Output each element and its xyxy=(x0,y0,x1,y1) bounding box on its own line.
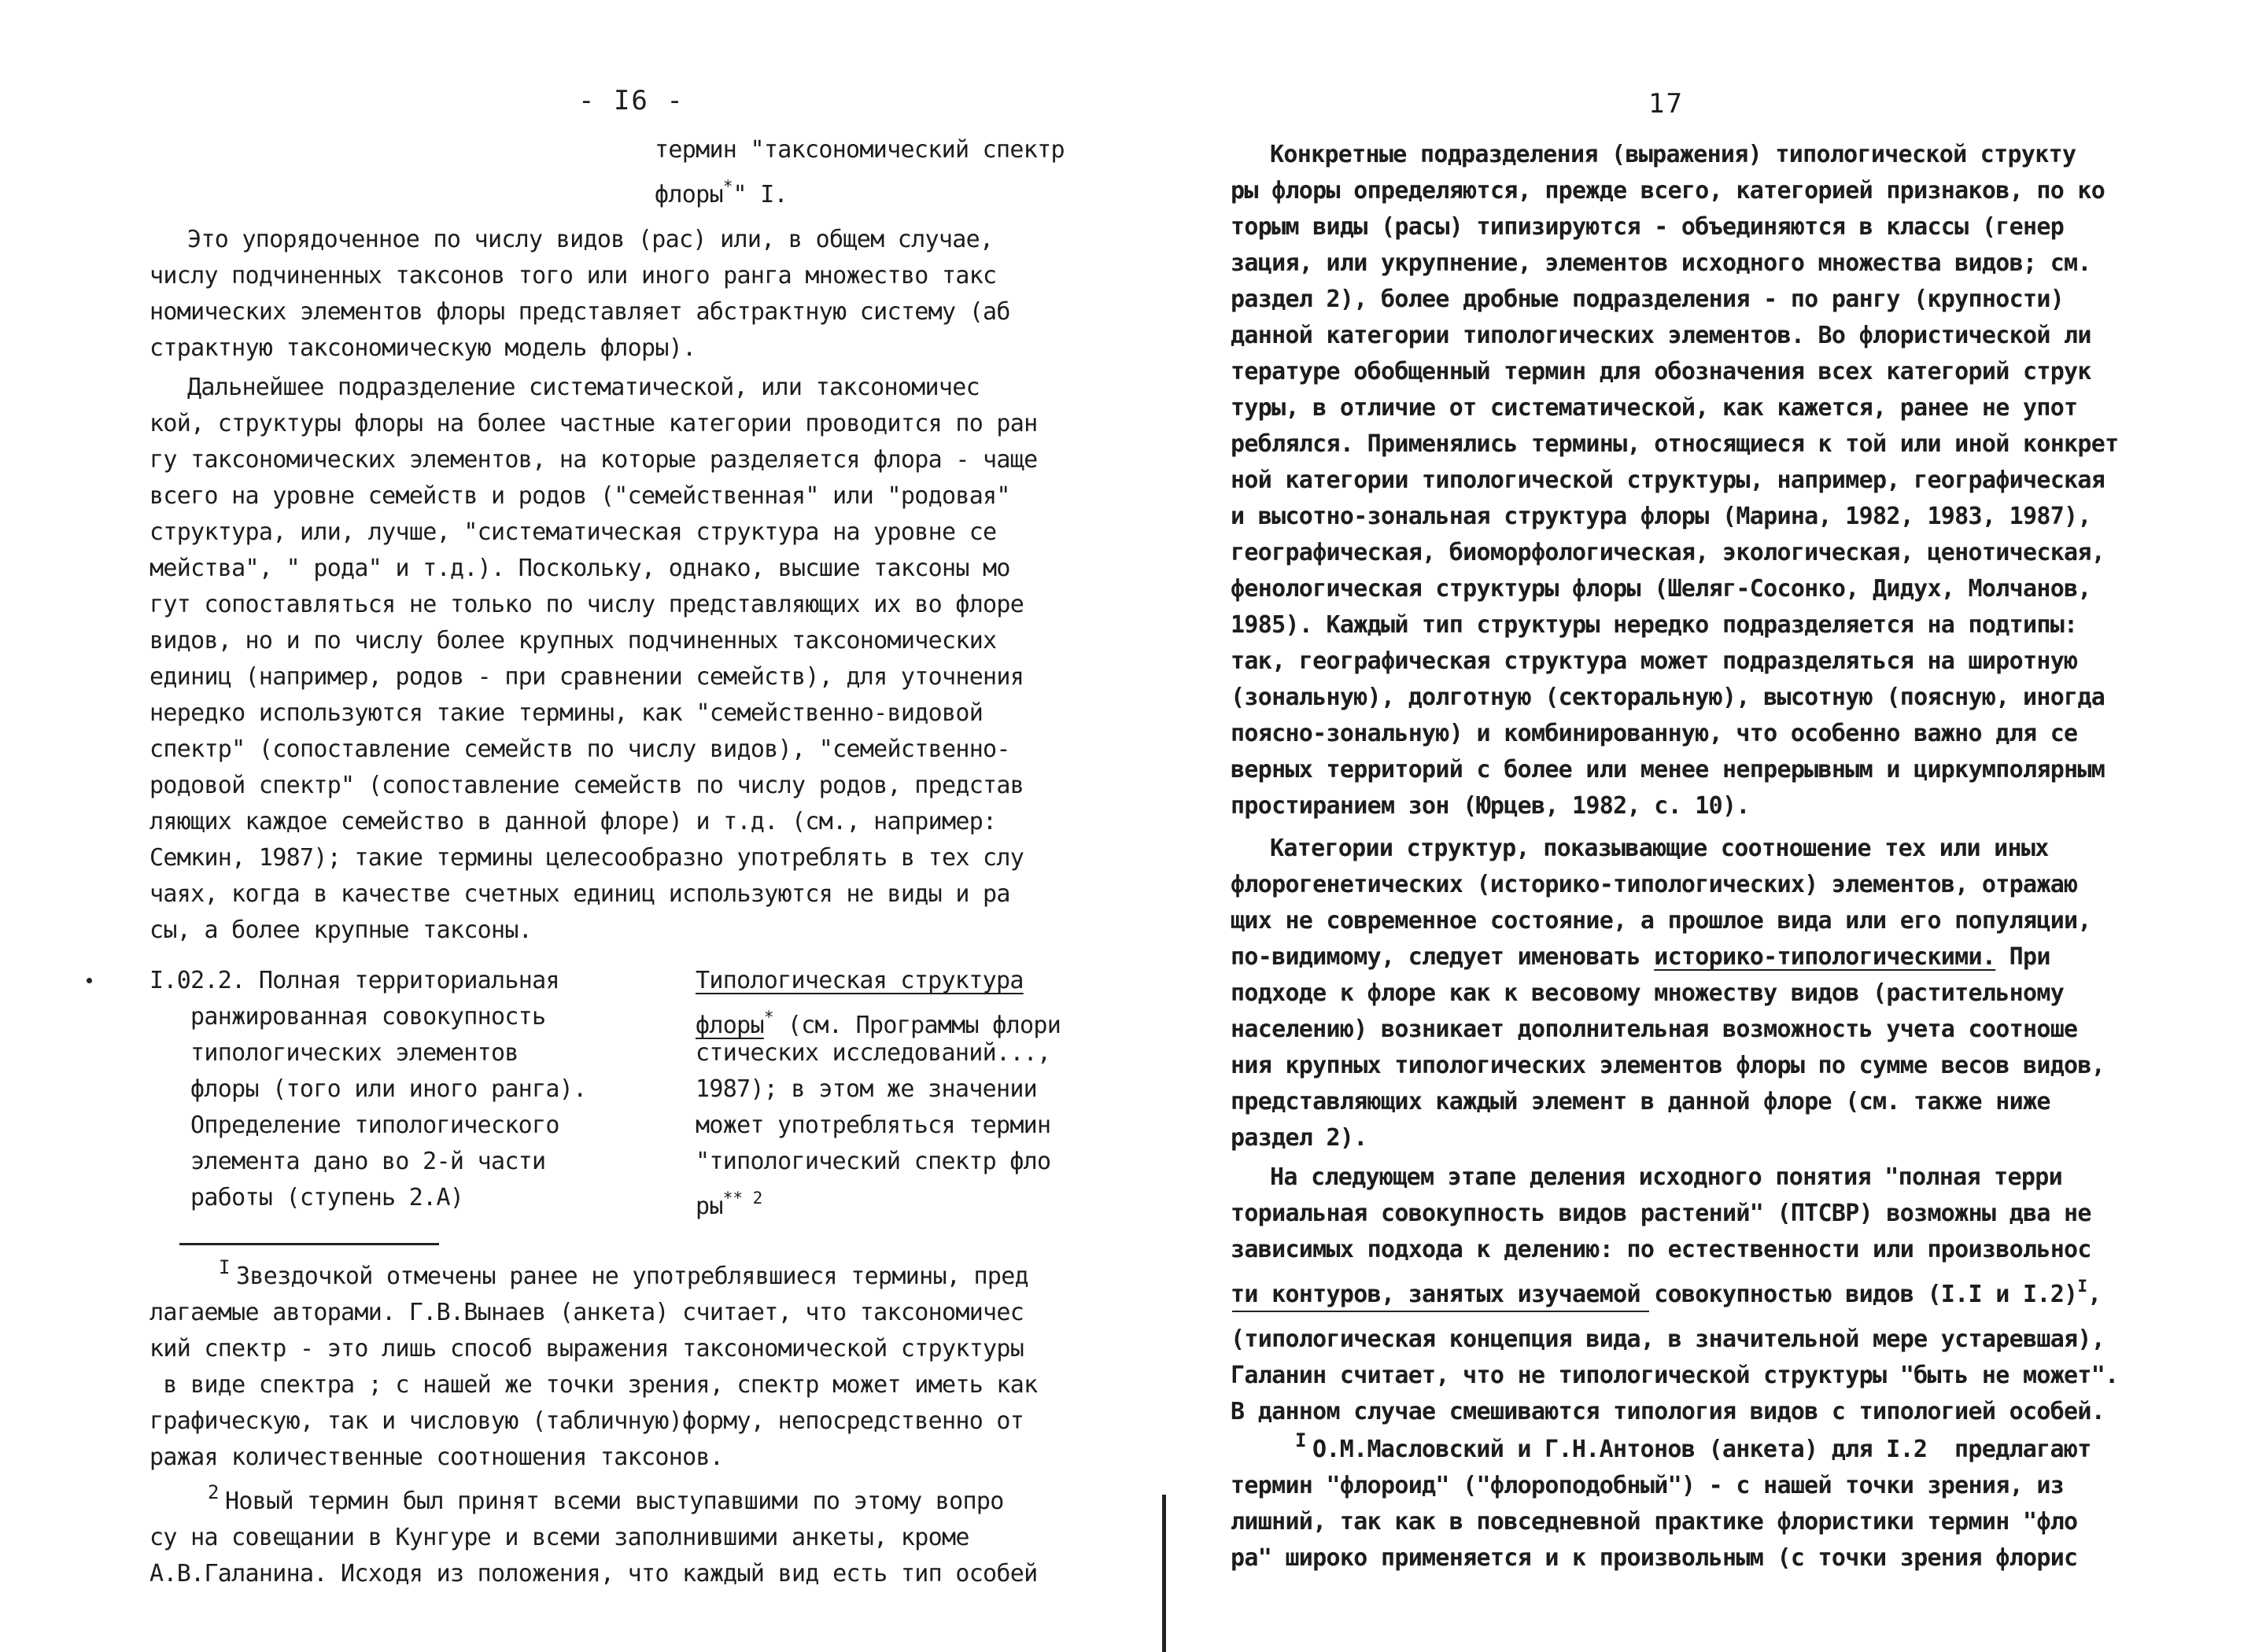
text-line: Звездочкой отмечены ранее не употреблявшиеся термины, пред xyxy=(236,1263,1028,1290)
line-text: населению) возникает дополнительная возможность учета соотноше xyxy=(1231,1016,2078,1043)
line-text: флорогенетических (историко-типологических) элементов, отражаю xyxy=(1231,871,2078,898)
text-line: реблялся. Применялись термины, относящиеся к той или иной конкрет xyxy=(1231,430,2119,458)
footnote-separator xyxy=(179,1243,439,1245)
text-line: ра" широко применяется и к произвольным (с точки зрения флорис xyxy=(1231,1544,2078,1572)
text-line: Определение типологического xyxy=(190,1112,559,1139)
text-line: тературе обобщенный термин для обозначения всех категорий струк xyxy=(1231,358,2091,385)
line-text: зависимых подхода к делению: по естественности или произвольнос xyxy=(1231,1236,2091,1263)
text-line: гут сопоставляться не только по числу представляющих их во флоре xyxy=(149,591,1024,618)
text-line xyxy=(696,1071,1037,1108)
page-number-right: 17 xyxy=(1648,88,1684,120)
text-line xyxy=(1231,939,2050,975)
page-number-left: - I6 - xyxy=(578,85,685,116)
text-line: мейства", " рода" и т.д.). Поскольку, однако, высшие таксоны мо xyxy=(149,555,1010,582)
text-line: ляющих каждое семейство в данной флоре) и т.д. (см., например: xyxy=(149,808,997,835)
text-line: поясно-зональную) и комбинированную, что особенно важно для се xyxy=(1231,720,2078,747)
line-text: может употребляться термин xyxy=(696,1112,1051,1139)
text-line xyxy=(1231,867,2077,903)
text-line: (типологическая концепция вида, в значительной мере устаревшая), xyxy=(1231,1326,2105,1353)
text-line: ранжированная совокупность xyxy=(190,1003,546,1031)
section-underline xyxy=(1232,1311,1649,1312)
text-line: видов, но и по числу более крупных подчиненных таксономических xyxy=(149,627,997,655)
text-line: А.В.Галанина. Исходя из положения, что каждый вид есть тип особей xyxy=(149,1560,1038,1587)
text-line: простиранием зон (Юрцев, 1982, с. 10). xyxy=(1231,792,1750,820)
line-tail: (см. Программы флори xyxy=(773,1012,1061,1039)
text-line: элемента дано во 2-й части xyxy=(190,1148,546,1175)
text-line xyxy=(1231,1084,2050,1120)
text-line: торым виды (расы) типизируются - объединяются в классы (генер xyxy=(1231,213,2065,241)
text-line: Конкретные подразделения (выражения) типологической структу xyxy=(1270,141,2076,168)
footnote-marker: 2 xyxy=(208,1481,220,1503)
line-text: щих не современное состояние, а прошлое вида или его популяции, xyxy=(1231,907,2091,935)
text-line: нередко используются такие термины, как "семейственно-видовой xyxy=(149,699,984,727)
text-line: в виде спектра ; с нашей же точки зрения, спектр может иметь как xyxy=(149,1371,1038,1399)
text-line: ры флоры определяются, прежде всего, категорией признаков, по ко xyxy=(1231,177,2105,205)
line-tail: При xyxy=(1995,943,2050,971)
text-line: номических элементов флоры представляет абстрактную систему (аб xyxy=(149,298,1010,326)
text-line: туры, в отличие от систематической, как кажется, ранее не упот xyxy=(1231,394,2078,422)
text-line: графическую, так и числовую (табличную)форму, непосредственно от xyxy=(149,1407,1024,1435)
line-text: ры xyxy=(696,1193,723,1220)
text-line: ражая количественные соотношения таксонов. xyxy=(149,1444,724,1471)
text-line: и высотно-зональная структура флоры (Марина, 1982, 1983, 1987), xyxy=(1231,503,2091,530)
line-text: представляющих каждый элемент в данной флоре (см. также ниже xyxy=(1231,1088,2050,1115)
text-line: спектр" (сопоставление семейств по числу видов), "семейственно- xyxy=(149,736,1010,763)
text-line xyxy=(1231,1048,2105,1084)
text-line: 1985). Каждый тип структуры нередко подразделяется на подтипы: xyxy=(1231,611,2078,639)
text-line: лагаемые авторами. Г.В.Вынаев (анкета) считает, что таксономичес xyxy=(149,1299,1024,1326)
footnote-marker: I xyxy=(219,1256,231,1278)
text-line: О.М.Масловский и Г.Н.Антонов (анкета) для I.2 предлагают xyxy=(1312,1436,2091,1463)
text-line: ной категории типологической структуры, например, географическая xyxy=(1231,466,2105,494)
line-text: стических исследований..., xyxy=(696,1039,1051,1067)
footnote-marker: I xyxy=(1295,1429,1307,1451)
line-text: 1987); в этом же значении xyxy=(696,1075,1038,1103)
text-line: всего на уровне семейств и родов ("семейственная" или "родовая" xyxy=(149,482,1010,510)
text-line: зация, или укрупнение, элементов исходного множества видов; см. xyxy=(1231,249,2091,277)
margin-dot xyxy=(87,978,92,983)
text-line xyxy=(1231,1012,2077,1048)
text-line xyxy=(696,1144,1050,1180)
text-line: В данном случае смешиваются типология видов с типологией особей. xyxy=(1231,1398,2105,1425)
text-line xyxy=(696,1180,762,1225)
text-line: географическая, биоморфологическая, экологическая, ценотическая, xyxy=(1231,539,2105,566)
text-line: так, географическая структура может подразделяться на широтную xyxy=(1231,647,2078,675)
text-line: страктную таксономическую модель флоры). xyxy=(149,334,696,362)
text-line: чаях, когда в качестве счетных единиц используются не виды и ра xyxy=(149,880,1010,908)
text-line: Это упорядоченное по числу видов (рас) или, в общем случае, xyxy=(187,226,994,253)
line-text: Типологическая структура xyxy=(696,967,1024,994)
line-text: ториальная совокупность видов растений" (ПТСВР) возможны два не xyxy=(1231,1200,2091,1227)
text-line xyxy=(1270,831,2049,867)
footnote-mark: I xyxy=(2077,1277,2088,1296)
text-line xyxy=(1231,1268,2101,1313)
text-line: родовой спектр" (сопоставление семейств по числу родов, представ xyxy=(149,772,1024,799)
text-line: раздел 2), более дробные подразделения - по рангу (крупности) xyxy=(1231,286,2065,313)
line-text: Категории структур, показывающие соотношение тех или иных xyxy=(1270,835,2049,862)
text-line xyxy=(1231,975,2064,1012)
text-line xyxy=(696,963,1024,999)
heading-line: флоры*" I. xyxy=(655,177,788,208)
text-line: термин "флороид" ("флороподобный") - с нашей точки зрения, из xyxy=(1231,1472,2065,1499)
text-line: верных территорий с более или менее непрерывным и циркумполярным xyxy=(1231,756,2105,784)
text-line: флоры (того или иного ранга). xyxy=(190,1075,587,1103)
text-line xyxy=(1231,1120,1367,1156)
text-line: сы, а более крупные таксоны. xyxy=(149,916,533,944)
line-text: ти контуров, занятых изучаемой совокупностью видов (I.I и I.2) xyxy=(1231,1281,2078,1308)
line-tail: , xyxy=(2087,1281,2102,1308)
text-line: Семкин, 1987); такие термины целесообразно употреблять в тех слу xyxy=(149,844,1024,872)
line-text: раздел 2). xyxy=(1231,1124,1367,1152)
text-line: числу подчиненных таксонов того или иного ранга множество такс xyxy=(149,262,997,289)
text-line: Дальнейшее подразделение систематической, или таксономичес xyxy=(187,374,980,401)
text-line: гу таксономических элементов, на которые разделяется флора - чаще xyxy=(149,446,1038,474)
line-text: ния крупных типологических элементов флоры по сумме весов видов, xyxy=(1231,1052,2105,1079)
right-page xyxy=(1157,0,2266,1652)
text-line: Галанин считает, что не типологической структуры "быть не может". xyxy=(1231,1362,2119,1389)
text-line: су на совещании в Кунгуре и всеми заполнившими анкеты, кроме xyxy=(149,1524,969,1551)
text-line xyxy=(1231,1196,2091,1232)
text-line xyxy=(1270,1160,2062,1196)
text-line xyxy=(696,1035,1050,1071)
text-line: данной категории типологических элементов. Во флористической ли xyxy=(1231,322,2091,349)
text-line xyxy=(696,1108,1050,1144)
line-text: подходе к флоре как к весовому множеству видов (растительному xyxy=(1231,979,2065,1007)
text-line: фенологическая структуры флоры (Шеляг-Сосонко, Дидух, Молчанов, xyxy=(1231,575,2091,603)
underlined-term: историко-типологическими. xyxy=(1654,943,1996,971)
text-line: кий спектр - это лишь способ выражения таксономической структуры xyxy=(149,1335,1024,1363)
text-line: лишний, так как в повседневной практике флористики термин "фло xyxy=(1231,1508,2078,1536)
text-line: кой, структуры флоры на более частные категории проводится по ран xyxy=(149,410,1038,437)
heading-line: термин "таксономический спектр xyxy=(655,136,1065,164)
text-line: единиц (например, родов - при сравнении семейств), для уточнения xyxy=(149,663,1024,691)
line-text: по-видимому, следует именовать xyxy=(1231,943,1655,971)
text-line: Новый термин был принят всеми выступавшими по этому вопро xyxy=(225,1488,1004,1515)
text-line: I.02.2. Полная территориальная xyxy=(149,967,559,994)
footnote-mark: * xyxy=(763,1008,774,1027)
line-text: флоры xyxy=(696,1012,764,1039)
text-line: (зональную), долготную (секторальную), высотную (поясную, иногда xyxy=(1231,684,2105,711)
text-line: работы (ступень 2.А) xyxy=(190,1184,464,1211)
line-text: "типологический спектр фло xyxy=(696,1148,1051,1175)
footnote-mark: ** 2 xyxy=(722,1189,763,1208)
text-line: структура, или, лучше, "систематическая структура на уровне се xyxy=(149,518,997,546)
text-line xyxy=(1231,1232,2091,1268)
text-line xyxy=(1231,903,2091,939)
text-line: типологических элементов xyxy=(190,1039,519,1067)
line-text: На следующем этапе деления исходного понятия "полная терри xyxy=(1270,1163,2062,1191)
